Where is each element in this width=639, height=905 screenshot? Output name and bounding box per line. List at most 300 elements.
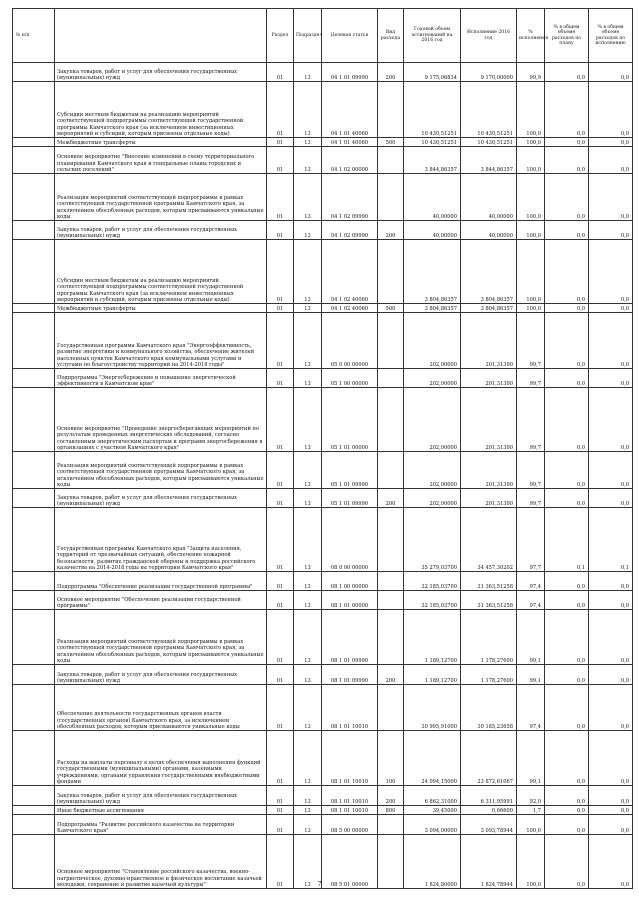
- cell-isp: 1 178,27600: [461, 610, 517, 665]
- cell-isp: 201,31300: [461, 388, 517, 452]
- cell-plan: 39,45000: [404, 806, 461, 815]
- table-row: [13, 591, 633, 610]
- cell-razdel: 01: [267, 685, 294, 731]
- cell-share-plan: 0,0: [545, 786, 589, 806]
- cell-podrazdel: 13: [294, 610, 322, 665]
- table-row: [13, 82, 633, 138]
- header-podrazdel: Подраздел: [294, 9, 322, 63]
- cell-pct: 99,7: [517, 313, 545, 369]
- cell-razdel: 01: [267, 452, 294, 489]
- cell-share-plan: 0,0: [545, 835, 589, 889]
- cell-name: Подпрограмма "Обеспечение реализации государственной программы": [55, 572, 267, 591]
- cell-name: Межбюджетные трансферты: [55, 138, 267, 147]
- cell-plan: 40,00000: [404, 174, 461, 221]
- cell-share-plan: 0,0: [545, 489, 589, 508]
- cell-razdel: 01: [267, 138, 294, 147]
- cell-pct: 99,1: [517, 610, 545, 665]
- cell-share-isp: 0,0: [589, 815, 633, 835]
- cell-podrazdel: 13: [294, 786, 322, 806]
- cell-tselevaya: 04 1 01 40060: [322, 82, 378, 138]
- cell-name: Реализация мероприятий соответствующей подпрограммы в рамках соответствующей государственной программы Камчатского края, за исключением обособленных расходов, которым присваиваются уникальные коды: [55, 610, 267, 665]
- cell-num: [13, 731, 55, 786]
- header-pct: % исполнения: [517, 9, 545, 63]
- cell-vid: 500: [378, 138, 404, 147]
- cell-pct: 97,4: [517, 591, 545, 610]
- cell-tselevaya: 04 1 02 09990: [322, 221, 378, 240]
- cell-name: Основное мероприятие "Становление российского казачества, военно-патриотическое, духовно-нравственное и физическое воспитание казачьей молодежи, сохранение и развитие казачьей культуры": [55, 835, 267, 889]
- table-row: [13, 452, 633, 489]
- cell-podrazdel: 13: [294, 806, 322, 815]
- cell-num: [13, 685, 55, 731]
- cell-share-isp: 0,0: [589, 313, 633, 369]
- header-name: [55, 9, 267, 63]
- cell-plan: 35 279,03700: [404, 508, 461, 572]
- cell-num: [13, 815, 55, 835]
- cell-share-plan: 0,0: [545, 610, 589, 665]
- table-row: [13, 806, 633, 815]
- cell-name: Закупка товаров, работ и услуг для обеспечения государственных (муниципальных) нужд: [55, 786, 267, 806]
- cell-share-isp: 0,0: [589, 786, 633, 806]
- cell-name: Государственная программа Камчатского края "Защита населения, территорий от чрезвычайных ситуаций, обеспечение пожарной безопасности, развитие гражданской обороны и поддержка российского казачества на 2014-2018 годы на территории Камчатского края": [55, 508, 267, 572]
- cell-podrazdel: 13: [294, 591, 322, 610]
- cell-isp: 23 872,61067: [461, 731, 517, 786]
- cell-share-plan: 0,0: [545, 63, 589, 82]
- cell-tselevaya: 04 1 02 40060: [322, 304, 378, 313]
- cell-pct: 100,0: [517, 304, 545, 313]
- cell-isp: 40,00000: [461, 221, 517, 240]
- cell-tselevaya: 05 1 01 00000: [322, 388, 378, 452]
- table-row: [13, 489, 633, 508]
- cell-name: Государственная программа Камчатского края "Энергоэффективность, развитие энергетики и коммунального хозяйства, обеспечение жителей населенных пунктов Камчатского края коммунальными услугами и услугами по благоустройству территорий на 2014-2018 годы": [55, 313, 267, 369]
- cell-vid: [378, 572, 404, 591]
- cell-isp: 10 430,51251: [461, 138, 517, 147]
- cell-pct: 100,0: [517, 138, 545, 147]
- cell-plan: 1 189,12700: [404, 610, 461, 665]
- cell-name: Закупка товаров, работ и услуг для обеспечения государственных (муниципальных) нужд: [55, 489, 267, 508]
- cell-share-isp: 0,0: [589, 138, 633, 147]
- cell-plan: 202,00000: [404, 489, 461, 508]
- cell-share-isp: 0,0: [589, 221, 633, 240]
- cell-pct: 100,0: [517, 240, 545, 304]
- cell-podrazdel: 13: [294, 138, 322, 147]
- cell-share-plan: 0,0: [545, 240, 589, 304]
- cell-num: [13, 806, 55, 815]
- cell-podrazdel: 13: [294, 388, 322, 452]
- cell-vid: [378, 174, 404, 221]
- table-row: [13, 815, 633, 835]
- cell-share-isp: 0,0: [589, 610, 633, 665]
- cell-num: [13, 313, 55, 369]
- cell-share-plan: 0,0: [545, 591, 589, 610]
- cell-isp: 9 170,00000: [461, 63, 517, 82]
- table-header-row: [13, 9, 633, 63]
- cell-vid: [378, 452, 404, 489]
- cell-isp: 3 844,86357: [461, 147, 517, 174]
- cell-share-plan: 0,0: [545, 452, 589, 489]
- cell-vid: 200: [378, 665, 404, 685]
- cell-num: [13, 388, 55, 452]
- cell-podrazdel: 13: [294, 147, 322, 174]
- cell-podrazdel: 13: [294, 221, 322, 240]
- cell-vid: [378, 815, 404, 835]
- cell-share-plan: 0,0: [545, 806, 589, 815]
- table-row: [13, 388, 633, 452]
- cell-isp: 30 185,23658: [461, 685, 517, 731]
- cell-num: [13, 147, 55, 174]
- cell-num: [13, 240, 55, 304]
- budget-table-sheet: [12, 8, 632, 889]
- cell-vid: [378, 610, 404, 665]
- cell-name: Основное мероприятие "Внесение изменений в схему территориального планирования Камчатского края и генеральные планы городских и сельских поселений": [55, 147, 267, 174]
- cell-tselevaya: 08 0 00 00000: [322, 508, 378, 572]
- cell-plan: 10 430,51251: [404, 138, 461, 147]
- cell-share-isp: 0,0: [589, 489, 633, 508]
- cell-tselevaya: 04 1 02 09990: [322, 174, 378, 221]
- cell-razdel: 01: [267, 388, 294, 452]
- table-row: [13, 63, 633, 82]
- cell-share-plan: 0,0: [545, 304, 589, 313]
- cell-isp: 10 430,51251: [461, 82, 517, 138]
- cell-razdel: 01: [267, 731, 294, 786]
- cell-name: Иные бюджетные ассигнования: [55, 806, 267, 815]
- cell-share-isp: 0,0: [589, 835, 633, 889]
- cell-plan: 202,00000: [404, 313, 461, 369]
- cell-plan: 3 804,86357: [404, 304, 461, 313]
- cell-podrazdel: 13: [294, 174, 322, 221]
- cell-share-plan: 0,0: [545, 731, 589, 786]
- table-body: [13, 63, 633, 889]
- cell-share-plan: 0,0: [545, 221, 589, 240]
- cell-tselevaya: 08 1 01 10010: [322, 786, 378, 806]
- table-row: [13, 147, 633, 174]
- cell-razdel: 01: [267, 63, 294, 82]
- cell-pct: 99,7: [517, 489, 545, 508]
- cell-tselevaya: 04 1 01 40060: [322, 138, 378, 147]
- cell-tselevaya: 05 1 00 00000: [322, 369, 378, 388]
- cell-num: [13, 591, 55, 610]
- cell-vid: [378, 240, 404, 304]
- cell-share-plan: 0,0: [545, 815, 589, 835]
- cell-podrazdel: 13: [294, 489, 322, 508]
- cell-isp: 201,31300: [461, 489, 517, 508]
- cell-vid: 500: [378, 304, 404, 313]
- header-razdel: Раздел: [267, 9, 294, 63]
- cell-podrazdel: 13: [294, 665, 322, 685]
- cell-razdel: 01: [267, 815, 294, 835]
- cell-isp: 6 311,95991: [461, 786, 517, 806]
- table-row: [13, 240, 633, 304]
- table-row: [13, 610, 633, 665]
- cell-isp: 31 363,51258: [461, 591, 517, 610]
- cell-name: Основное мероприятие "Обеспечение реализации государственной программы": [55, 591, 267, 610]
- cell-name: Расходы на выплаты персоналу в целях обеспечения выполнения функций государственными (муниципальными) органами, казенными учреждениями, органами управления государственными внебюджетными фондами: [55, 731, 267, 786]
- cell-pct: 99,7: [517, 369, 545, 388]
- header-share-plan: % в общем объеме расходов по плану: [545, 9, 589, 63]
- cell-isp: 0,66600: [461, 806, 517, 815]
- cell-razdel: 01: [267, 221, 294, 240]
- cell-podrazdel: 13: [294, 685, 322, 731]
- cell-share-isp: 0,0: [589, 572, 633, 591]
- cell-pct: 99,7: [517, 452, 545, 489]
- cell-share-isp: 0,0: [589, 685, 633, 731]
- cell-vid: 200: [378, 489, 404, 508]
- cell-podrazdel: 13: [294, 452, 322, 489]
- cell-num: [13, 665, 55, 685]
- cell-razdel: 01: [267, 82, 294, 138]
- header-tselevaya: Целевая статья: [322, 9, 378, 63]
- cell-name: Межбюджетные трансферты: [55, 304, 267, 313]
- cell-isp: 201,31300: [461, 313, 517, 369]
- cell-podrazdel: 13: [294, 815, 322, 835]
- cell-pct: 97,4: [517, 685, 545, 731]
- cell-podrazdel: 13: [294, 304, 322, 313]
- table-row: [13, 786, 633, 806]
- cell-name: Обеспечение деятельности государственных органов власти (государственных органов) Камчатского края, за исключением обособленных расходов, которым присваиваются уникальные коды: [55, 685, 267, 731]
- header-vid: Вид расхода: [378, 9, 404, 63]
- cell-name: Субсидии местным бюджетам на реализацию мероприятий соответствующей подпрограммы соответствующей государственной программы Камчатского края (за исключением инвестиционных мероприятий и субсидий, которым присвоены отдельные коды): [55, 240, 267, 304]
- cell-share-isp: 0,0: [589, 591, 633, 610]
- cell-share-plan: 0,0: [545, 147, 589, 174]
- cell-plan: 202,00000: [404, 369, 461, 388]
- cell-tselevaya: 05 1 01 09990: [322, 489, 378, 508]
- cell-tselevaya: 08 1 01 00000: [322, 591, 378, 610]
- cell-isp: 1 178,27600: [461, 665, 517, 685]
- cell-share-plan: 0,0: [545, 369, 589, 388]
- cell-share-plan: 0,0: [545, 138, 589, 147]
- cell-name: Реализация мероприятий соответствующей подпрограммы в рамках соответствующей государственной программы Камчатского края, за исключением обособленных расходов, которым присваиваются уникальные коды: [55, 174, 267, 221]
- cell-name: Основное мероприятие "Проведение энергосберегающих мероприятий по результатам проведенных энергетических обследований, согласно составленным энергетическим паспортам и программ энергосбережения в организациях с участием Камчатского края": [55, 388, 267, 452]
- cell-podrazdel: 13: [294, 82, 322, 138]
- cell-tselevaya: 08 5 00 00000: [322, 815, 378, 835]
- cell-num: [13, 452, 55, 489]
- cell-pct: 97,4: [517, 572, 545, 591]
- cell-name: Подпрограмма "Энергосбережение и повышение энергетической эффективности в Камчатском крае": [55, 369, 267, 388]
- cell-podrazdel: 13: [294, 572, 322, 591]
- cell-vid: [378, 685, 404, 731]
- cell-razdel: 01: [267, 835, 294, 889]
- cell-share-isp: 0,0: [589, 388, 633, 452]
- cell-razdel: 01: [267, 610, 294, 665]
- cell-vid: 200: [378, 786, 404, 806]
- cell-tselevaya: 08 1 01 10010: [322, 685, 378, 731]
- cell-tselevaya: 04 1 02 00000: [322, 147, 378, 174]
- cell-plan: 3 804,86357: [404, 240, 461, 304]
- cell-tselevaya: 05 0 00 00000: [322, 313, 378, 369]
- cell-num: [13, 489, 55, 508]
- cell-vid: [378, 591, 404, 610]
- cell-vid: [378, 82, 404, 138]
- cell-tselevaya: 08 1 01 09990: [322, 665, 378, 685]
- cell-share-isp: 0,0: [589, 304, 633, 313]
- cell-isp: 40,00000: [461, 174, 517, 221]
- table-row: [13, 138, 633, 147]
- cell-name: Подпрограмма "Развитие российского казачества на территории Камчатского края": [55, 815, 267, 835]
- cell-razdel: 01: [267, 174, 294, 221]
- cell-share-isp: 0,0: [589, 82, 633, 138]
- cell-isp: 201,31300: [461, 452, 517, 489]
- cell-name: Закупка товаров, работ и услуг для обеспечения государственных (муниципальных) нужд: [55, 221, 267, 240]
- cell-share-plan: 0,0: [545, 665, 589, 685]
- cell-pct: 97,7: [517, 508, 545, 572]
- cell-share-isp: 0,0: [589, 240, 633, 304]
- cell-plan: 3 094,00000: [404, 815, 461, 835]
- cell-podrazdel: 13: [294, 313, 322, 369]
- cell-share-plan: 0,0: [545, 174, 589, 221]
- cell-podrazdel: 13: [294, 63, 322, 82]
- cell-share-isp: 0,0: [589, 147, 633, 174]
- cell-podrazdel: 13: [294, 835, 322, 889]
- cell-podrazdel: 13: [294, 240, 322, 304]
- cell-tselevaya: 08 5 01 00000: [322, 835, 378, 889]
- table-row: [13, 221, 633, 240]
- cell-tselevaya: 04 1 02 40060: [322, 240, 378, 304]
- table-row: [13, 685, 633, 731]
- header-num: № п/п: [13, 9, 55, 63]
- cell-plan: 9 175,06834: [404, 63, 461, 82]
- cell-razdel: 01: [267, 591, 294, 610]
- cell-num: [13, 508, 55, 572]
- header-share-isp: % в общем объеме расходов по исполнению: [589, 9, 633, 63]
- cell-share-isp: 0,0: [589, 731, 633, 786]
- cell-share-isp: 0,1: [589, 508, 633, 572]
- cell-vid: 800: [378, 806, 404, 815]
- cell-pct: 100,0: [517, 815, 545, 835]
- cell-share-plan: 0,0: [545, 313, 589, 369]
- cell-plan: 3 844,86357: [404, 147, 461, 174]
- cell-share-plan: 0,1: [545, 508, 589, 572]
- cell-isp: 3 804,86357: [461, 304, 517, 313]
- cell-plan: 30 995,91000: [404, 685, 461, 731]
- cell-pct: 99,1: [517, 731, 545, 786]
- cell-name: Закупка товаров, работ и услуг для обеспечения государственных (муниципальных) нужд: [55, 665, 267, 685]
- cell-pct: 100,0: [517, 82, 545, 138]
- cell-isp: 201,31300: [461, 369, 517, 388]
- cell-plan: 202,00000: [404, 452, 461, 489]
- table-row: [13, 174, 633, 221]
- cell-plan: 6 862,31000: [404, 786, 461, 806]
- cell-plan: 32 185,03700: [404, 591, 461, 610]
- cell-share-plan: 0,0: [545, 685, 589, 731]
- cell-name: Закупка товаров, работ и услуг для обеспечения государственных (муниципальных) нужд: [55, 63, 267, 82]
- cell-num: [13, 221, 55, 240]
- cell-vid: [378, 508, 404, 572]
- table-row: [13, 731, 633, 786]
- cell-vid: 200: [378, 63, 404, 82]
- cell-pct: 92,0: [517, 786, 545, 806]
- cell-pct: 100,0: [517, 147, 545, 174]
- cell-name: Субсидии местным бюджетам на реализацию мероприятий соответствующей подпрограммы соответствующей государственной программы Камчатского края (за исключением инвестиционных мероприятий и субсидий, которым присвоены отдельные коды): [55, 82, 267, 138]
- cell-share-isp: 0,0: [589, 369, 633, 388]
- cell-vid: 200: [378, 221, 404, 240]
- table-row: [13, 304, 633, 313]
- cell-tselevaya: 08 1 01 10010: [322, 731, 378, 786]
- cell-podrazdel: 13: [294, 731, 322, 786]
- header-plan: Годовой объем ассигнований на 2016 год: [404, 9, 461, 63]
- cell-plan: 1 824,80000: [404, 835, 461, 889]
- cell-num: [13, 304, 55, 313]
- cell-share-isp: 0,0: [589, 806, 633, 815]
- cell-plan: 10 430,51251: [404, 82, 461, 138]
- table-row: [13, 313, 633, 369]
- cell-razdel: 01: [267, 786, 294, 806]
- cell-num: [13, 174, 55, 221]
- cell-share-plan: 0,0: [545, 388, 589, 452]
- cell-num: [13, 572, 55, 591]
- cell-razdel: 01: [267, 147, 294, 174]
- budget-table: [12, 8, 633, 889]
- cell-tselevaya: 08 1 01 09990: [322, 610, 378, 665]
- cell-plan: 40,00000: [404, 221, 461, 240]
- cell-podrazdel: 13: [294, 369, 322, 388]
- cell-name: Реализация мероприятий соответствующей подпрограммы в рамках соответствующей государственной программы Камчатского края, за исключением обособленных расходов, которым присваиваются уникальные коды: [55, 452, 267, 489]
- cell-num: [13, 82, 55, 138]
- cell-pct: 99,1: [517, 665, 545, 685]
- cell-num: [13, 610, 55, 665]
- cell-share-isp: 0,0: [589, 174, 633, 221]
- cell-share-isp: 0,0: [589, 665, 633, 685]
- cell-share-isp: 0,0: [589, 452, 633, 489]
- cell-razdel: 01: [267, 508, 294, 572]
- cell-plan: 202,00000: [404, 388, 461, 452]
- cell-isp: 3 804,86357: [461, 240, 517, 304]
- table-row: [13, 508, 633, 572]
- cell-isp: 1 824,78944: [461, 835, 517, 889]
- cell-isp: 31 363,51258: [461, 572, 517, 591]
- cell-vid: [378, 388, 404, 452]
- cell-razdel: 01: [267, 304, 294, 313]
- cell-razdel: 01: [267, 665, 294, 685]
- cell-vid: 100: [378, 731, 404, 786]
- header-isp: Исполнение 2016 год: [461, 9, 517, 63]
- cell-share-plan: 0,0: [545, 572, 589, 591]
- cell-razdel: 01: [267, 313, 294, 369]
- cell-vid: [378, 147, 404, 174]
- cell-vid: [378, 313, 404, 369]
- cell-num: [13, 369, 55, 388]
- cell-podrazdel: 13: [294, 508, 322, 572]
- cell-plan: 32 185,03700: [404, 572, 461, 591]
- cell-num: [13, 786, 55, 806]
- cell-tselevaya: 04 1 01 09990: [322, 63, 378, 82]
- table-row: [13, 369, 633, 388]
- cell-num: [13, 138, 55, 147]
- cell-pct: 100,0: [517, 835, 545, 889]
- cell-pct: 1,7: [517, 806, 545, 815]
- table-row: [13, 665, 633, 685]
- cell-pct: 99,9: [517, 63, 545, 82]
- cell-tselevaya: 08 1 01 10010: [322, 806, 378, 815]
- cell-razdel: 01: [267, 489, 294, 508]
- cell-razdel: 01: [267, 369, 294, 388]
- cell-pct: 99,7: [517, 388, 545, 452]
- cell-razdel: 01: [267, 806, 294, 815]
- cell-tselevaya: 08 1 00 00000: [322, 572, 378, 591]
- cell-plan: 1 189,12700: [404, 665, 461, 685]
- cell-pct: 100,0: [517, 174, 545, 221]
- page-number: 7: [317, 881, 322, 888]
- cell-share-isp: 0,0: [589, 63, 633, 82]
- cell-isp: 3 093,78944: [461, 815, 517, 835]
- cell-pct: 100,0: [517, 221, 545, 240]
- cell-razdel: 01: [267, 240, 294, 304]
- cell-razdel: 01: [267, 572, 294, 591]
- cell-num: [13, 63, 55, 82]
- cell-plan: 24 094,15000: [404, 731, 461, 786]
- cell-vid: [378, 369, 404, 388]
- cell-isp: 34 457,30202: [461, 508, 517, 572]
- cell-share-plan: 0,0: [545, 82, 589, 138]
- cell-tselevaya: 05 1 01 09990: [322, 452, 378, 489]
